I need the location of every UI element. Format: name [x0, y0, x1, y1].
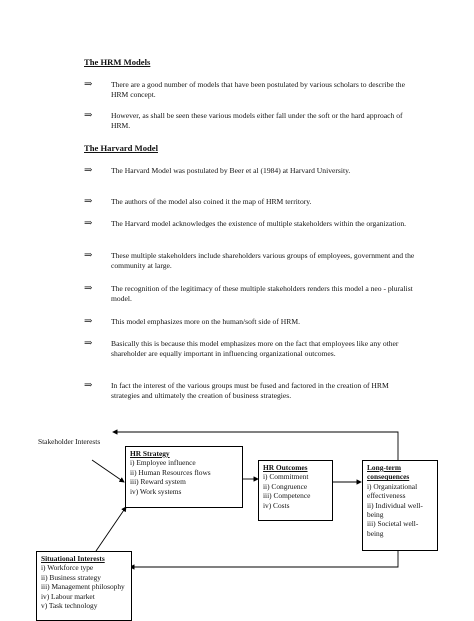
box-item: v) Task technology [41, 601, 98, 611]
box-item: being [367, 510, 384, 520]
box-item: iv) Labour market [41, 591, 95, 601]
box-item: iv) Work systems [130, 486, 182, 496]
arrow-icon: ⇒ [84, 316, 93, 327]
arrow-icon: ⇒ [84, 380, 93, 391]
arrow-icon: ⇒ [84, 218, 93, 229]
bullet-text: However, as shall be seen these various models either fall under the soft or the hard approach of HRM. [111, 111, 403, 130]
bullet-text: The authors of the model also coined it the map of HRM territory. [111, 197, 312, 206]
bullet-text: The Harvard Model was postulated by Beer et al (1984) at Harvard University. [111, 166, 351, 175]
arrow-icon: ⇒ [84, 338, 93, 349]
label-line: Interests [75, 437, 101, 446]
feedback-arrow-bottom [130, 551, 398, 567]
situational-interests-box [36, 551, 132, 621]
box-item: iii) Reward system [130, 477, 186, 487]
long-term-consequences-box [362, 460, 438, 551]
arrow-icon: ⇒ [84, 283, 93, 294]
section-heading-harvard-model: The Harvard Model [84, 143, 158, 153]
bullet-text: These multiple stakeholders include shareholders various groups of employees, government and the community at large. [111, 251, 415, 270]
box-item: i) Employee influence [130, 458, 196, 468]
bullet-text: There are a good number of models that have been postulated by various scholars to describe the HRM concept. [111, 80, 405, 99]
hr-strategy-box [125, 446, 243, 508]
arrow-situational-to-strategy [96, 507, 126, 551]
bullet-text: This model emphasizes more on the human/soft side of HRM. [111, 317, 300, 326]
bullet-text: The Harvard model acknowledges the existence of multiple stakeholders within the organization. [111, 219, 407, 228]
arrow-icon: ⇒ [84, 165, 93, 176]
box-item: ii) Congruence [263, 481, 308, 491]
box-item: iii) Competence [263, 491, 311, 501]
section-heading-hrm-models: The HRM Models [84, 57, 151, 67]
box-item: iii) Management philosophy [41, 582, 125, 592]
box-item: i) Workforce type [41, 563, 94, 573]
box-title: Situational Interests [41, 554, 105, 563]
arrow-icon: ⇒ [84, 250, 93, 261]
arrow-icon: ⇒ [84, 110, 93, 121]
box-title: Long-term [367, 463, 402, 472]
hr-outcomes-box [258, 460, 333, 521]
box-item: being [367, 528, 384, 538]
box-title: HR Outcomes [263, 463, 308, 472]
bullet-text: Basically this is because this model emphasizes more on the fact that employees like any other shareholder are equally important in influencing organizational outcomes. [111, 339, 399, 358]
box-item: ii) Human Resources flows [130, 467, 211, 477]
stakeholder-interests-label [38, 437, 108, 446]
box-item: ii) Business strategy [41, 572, 101, 582]
bullet-text: In fact the interest of the various groups must be fused and factored in the creation of HRM strategies and ultimately the creation of business strategies. [111, 381, 389, 400]
label-line: Stakeholder [38, 437, 74, 446]
arrow-icon: ⇒ [84, 196, 93, 207]
box-item: i) Organizational [367, 481, 418, 491]
bullet-text: The recognition of the legitimacy of these multiple stakeholders renders this model a neo - pluralist model. [111, 284, 413, 303]
box-title: HR Strategy [130, 449, 170, 458]
arrow-icon: ⇒ [84, 79, 93, 90]
arrow-stakeholder-to-strategy [92, 460, 124, 482]
box-item: i) Commitment [263, 472, 309, 482]
box-title: consequences [367, 472, 410, 482]
box-item: iii) Societal well- [367, 519, 419, 529]
box-item: effectiveness [367, 491, 406, 501]
box-item: iv) Costs [263, 500, 290, 510]
box-item: ii) Individual well- [367, 500, 423, 510]
